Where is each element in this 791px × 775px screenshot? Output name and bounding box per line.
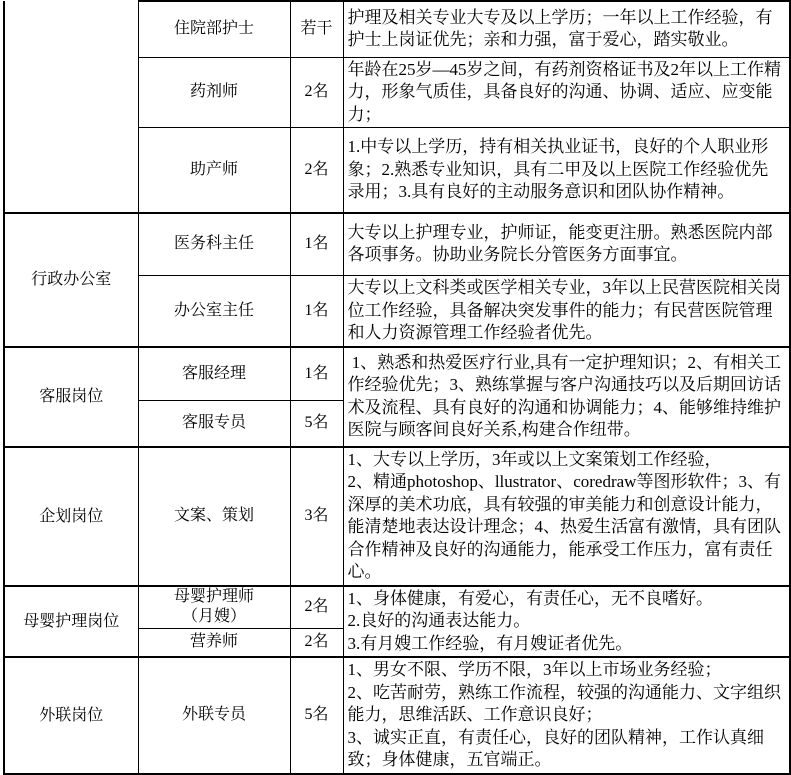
count-cell: 若干 <box>290 1 343 57</box>
requirements-cell: 护理及相关专业大专及以上学历；一年以上工作经验，有护士上岗证优先；亲和力强，富于爱心，踏实敬业。 <box>343 1 790 57</box>
position-cell: 住院部护士 <box>138 1 290 57</box>
requirements-cell: 年龄在25岁—45岁之间，有药剂资格证书及2年以上工作精力，形象气质佳，具备良好的沟通、协调、适应、应变能力； <box>343 57 790 128</box>
position-cell: 办公室主任 <box>138 276 290 347</box>
category-cell: 母婴护理岗位 <box>4 586 138 658</box>
position-cell: 文案、策划 <box>138 447 290 586</box>
count-cell: 2名 <box>290 57 343 128</box>
category-cell <box>4 1 138 213</box>
position-cell: 客服经理 <box>138 347 290 401</box>
position-cell: 药剂师 <box>138 57 290 128</box>
table-row <box>4 1 790 57</box>
requirements-cell: 大专以上护理专业，护师证，能变更注册。熟悉医院内部各项事务。协助业务院长分管医务方面事宜。 <box>343 213 790 276</box>
recruitment-table <box>3 0 791 775</box>
position-cell: 医务科主任 <box>138 213 290 276</box>
table-row <box>4 347 790 401</box>
count-cell: 5名 <box>290 657 343 774</box>
position-cell: 客服专员 <box>138 401 290 447</box>
table-row <box>4 447 790 586</box>
table-row <box>4 657 790 774</box>
count-cell: 1名 <box>290 347 343 401</box>
table-row <box>4 586 790 629</box>
requirements-cell: 1、大专以上学历，3年或以上文案策划工作经验， 2、精通photoshop、llustrator、coredraw等图形软件；3、有深厚的美术功底，具有较强的审美能力和创意设计能力，能清楚地表达设计理念；4、热爱生活富有激情，具有团队合作精神及良好的沟通能力，能承受工作压力，富有责任心。 <box>343 447 790 586</box>
count-cell: 3名 <box>290 447 343 586</box>
position-cell: 助产师 <box>138 128 290 213</box>
requirements-cell: 1、身体健康，有爱心，有责任心，无不良嗜好。 2.良好的沟通表达能力。 3.有月嫂工作经验，有月嫂证者优先。 <box>343 586 790 658</box>
category-cell: 行政办公室 <box>4 213 138 347</box>
count-cell: 2名 <box>290 628 343 657</box>
category-cell: 客服岗位 <box>4 347 138 447</box>
requirements-cell: 大专以上文科类或医学相关专业，3年以上民营医院相关岗位工作经验，具备解决突发事件的能力；有民营医院管理和人力资源管理工作经验者优先。 <box>343 276 790 347</box>
requirements-cell: 1、熟悉和热爱医疗行业,具有一定护理知识；2、有相关工作经验优先；3、熟练掌握与客户沟通技巧以及后期回访话术及流程、具有良好的沟通和协调能力；4、能够维持维护医院与顾客间良好关系,构建合作纽带。 <box>343 347 790 447</box>
position-cell: 营养师 <box>138 628 290 657</box>
count-cell: 2名 <box>290 128 343 213</box>
category-cell: 外联岗位 <box>4 657 138 774</box>
table-row <box>4 213 790 276</box>
category-cell: 企划岗位 <box>4 447 138 586</box>
requirements-cell: 1.中专以上学历，持有相关执业证书，良好的个人职业形象；2.熟悉专业知识，具有二甲及以上医院工作经验优先录用；3.具有良好的主动服务意识和团队协作精神。 <box>343 128 790 213</box>
position-cell: 外联专员 <box>138 657 290 774</box>
position-cell: 母婴护理师 （月嫂） <box>138 586 290 629</box>
count-cell: 1名 <box>290 276 343 347</box>
count-cell: 1名 <box>290 213 343 276</box>
count-cell: 2名 <box>290 586 343 629</box>
count-cell: 5名 <box>290 401 343 447</box>
requirements-cell: 1、男女不限、学历不限，3年以上市场业务经验； 2、吃苦耐劳，熟练工作流程，较强的沟通能力、文字组织能力，思维活跃、工作意识良好； 3、诚实正直，有责任心，良好的团队精神，工作认真细致；身体健康，五官端正。 <box>343 657 790 774</box>
